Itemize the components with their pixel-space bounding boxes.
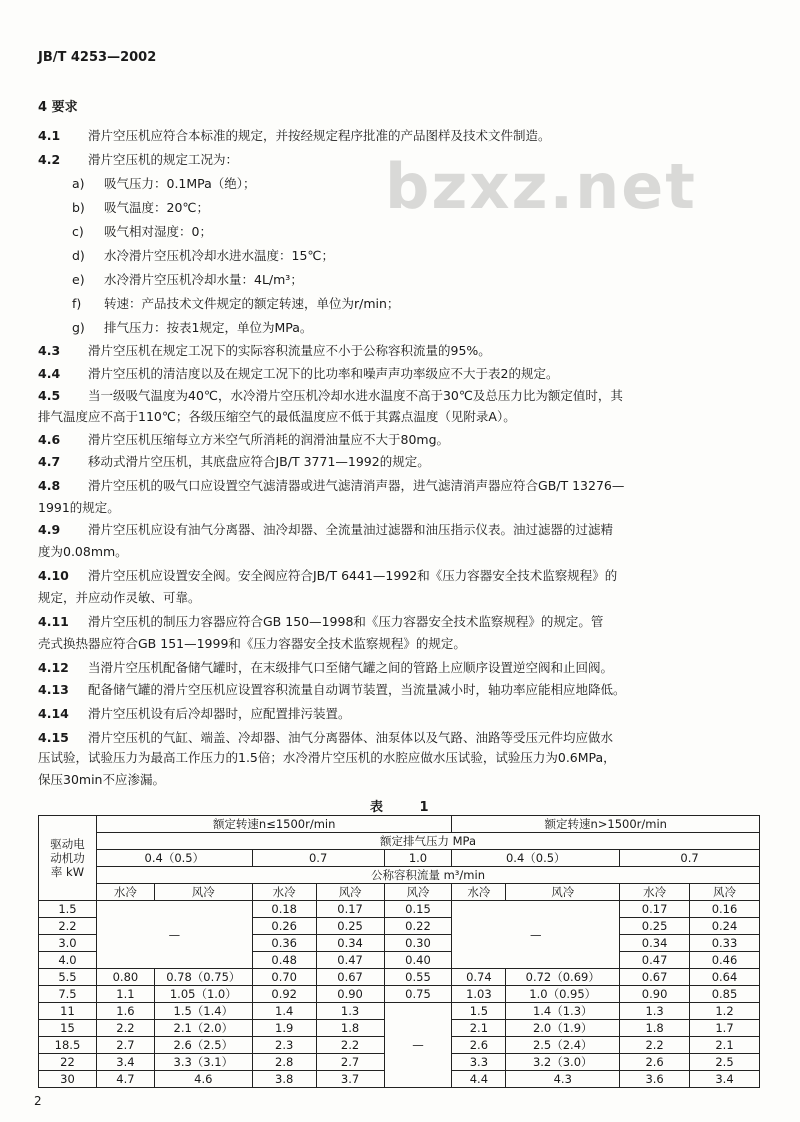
- clause-text: 保压30min不应渗漏。: [38, 772, 165, 787]
- flow-cell: 1.8: [620, 1020, 690, 1037]
- flow-cell: 0.72（0.69）: [506, 969, 620, 986]
- flow-cell: 2.6（2.5）: [154, 1037, 252, 1054]
- flow-cell: 2.1: [690, 1037, 760, 1054]
- clause-text: 转速：产品技术文件规定的额定转速，单位为r/min；: [104, 296, 400, 311]
- clause-number: 4.13: [38, 682, 69, 697]
- clause-text: 滑片空压机应符合本标准的规定，并按经规定程序批准的产品图样及技术文件制造。: [88, 128, 551, 143]
- flow-cell: 0.90: [316, 986, 384, 1003]
- flow-cell: 1.5（1.4）: [154, 1003, 252, 1020]
- flow-cell: 2.1: [452, 1020, 506, 1037]
- clause-text: 配备储气罐的滑片空压机应设置容积流量自动调节装置，当流量减小时，轴功率应能相应地降低。: [88, 682, 626, 697]
- clause-text: 滑片空压机在规定工况下的实际容积流量应不小于公称容积流量的95%。: [88, 343, 491, 358]
- cooling-header: 风冷: [384, 884, 452, 901]
- watermark: bzxz.net: [385, 150, 697, 223]
- item-letter: b): [72, 200, 85, 215]
- item-letter: f): [72, 296, 82, 311]
- clause-text: 滑片空压机压缩每立方米空气所消耗的润滑油量应不大于80mg。: [88, 432, 450, 447]
- clause-text: 1991的规定。: [38, 500, 120, 515]
- flow-cell: 0.18: [252, 901, 316, 918]
- flow-cell: 3.7: [316, 1071, 384, 1088]
- flow-cell: 2.2: [96, 1020, 154, 1037]
- text-line: [38, 388, 760, 404]
- table-caption: 表 1: [370, 800, 445, 815]
- flow-cell: 0.78（0.75）: [154, 969, 252, 986]
- clause-number: 4.10: [38, 568, 69, 583]
- clause-text: 吸气相对湿度：0；: [104, 224, 212, 239]
- pressure-col: 0.4（0.5）: [96, 850, 252, 867]
- power-cell: 3.0: [39, 935, 97, 952]
- text-line: [38, 366, 760, 382]
- power-cell: 7.5: [39, 986, 97, 1003]
- flow-cell: 0.26: [252, 918, 316, 935]
- flow-cell: 1.3: [620, 1003, 690, 1020]
- flow-cell: 3.4: [96, 1054, 154, 1071]
- clause-number: 4.4: [38, 366, 61, 381]
- cooling-header: 水冷: [96, 884, 154, 901]
- text-line: [38, 590, 760, 606]
- table-row: [39, 969, 760, 986]
- flow-cell: 0.64: [690, 969, 760, 986]
- flow-cell: 0.25: [316, 918, 384, 935]
- clause-text: 水冷滑片空压机冷却水量：4L/m³；: [104, 272, 303, 287]
- empty-cell: —: [452, 901, 620, 969]
- flow-cell: 0.34: [316, 935, 384, 952]
- cooling-header: 风冷: [316, 884, 384, 901]
- flow-cell: 1.7: [690, 1020, 760, 1037]
- clause-text: 吸气压力：0.1MPa（绝）；: [104, 176, 256, 191]
- clause-text: 滑片空压机应设有油气分离器、油冷却器、全流量油过滤器和油压指示仪表。油过滤器的过滤精: [88, 522, 614, 537]
- pressure-col: 1.0: [384, 850, 452, 867]
- table-row: [39, 901, 760, 918]
- power-cell: 11: [39, 1003, 97, 1020]
- flow-cell: 1.9: [252, 1020, 316, 1037]
- flow-cell: 1.4: [252, 1003, 316, 1020]
- text-line: [38, 636, 760, 652]
- clause-text: 排气温度应不高于110℃；各级压缩空气的最低温度应不低于其露点温度（见附录A）。: [38, 409, 516, 424]
- flow-cell: 3.3: [452, 1054, 506, 1071]
- flow-cell: 0.47: [316, 952, 384, 969]
- page-number: 2: [34, 1094, 42, 1108]
- flow-cell: 0.24: [690, 918, 760, 935]
- clause-number: 4.5: [38, 388, 61, 403]
- text-line: [72, 176, 760, 192]
- flow-cell: 0.67: [620, 969, 690, 986]
- section-title: 4 要求: [38, 100, 78, 115]
- flow-cell: 1.5: [452, 1003, 506, 1020]
- flow-cell: 2.5（2.4）: [506, 1037, 620, 1054]
- clause-number: 4.2: [38, 152, 61, 167]
- flow-cell: 3.8: [252, 1071, 316, 1088]
- pressure-col: 0.7: [620, 850, 760, 867]
- clause-text: 滑片空压机的规定工况为：: [88, 152, 239, 167]
- flow-cell: 0.33: [690, 935, 760, 952]
- pressure-col: 0.7: [252, 850, 384, 867]
- flow-cell: 0.92: [252, 986, 316, 1003]
- empty-cell: —: [384, 1003, 452, 1088]
- cooling-header: 水冷: [252, 884, 316, 901]
- clause-text: 移动式滑片空压机，其底盘应符合JB/T 3771—1992的规定。: [88, 454, 430, 469]
- text-line: [38, 152, 760, 168]
- text-line: [38, 128, 760, 144]
- flow-cell: 2.7: [96, 1037, 154, 1054]
- flow-header: 公称容积流量 m³/min: [96, 867, 759, 884]
- flow-cell: 0.22: [384, 918, 452, 935]
- text-line: [38, 478, 760, 494]
- flow-cell: 3.2（3.0）: [506, 1054, 620, 1071]
- flow-cell: 0.80: [96, 969, 154, 986]
- clause-text: 滑片空压机的清洁度以及在规定工况下的比功率和噪声声功率级应不大于表2的规定。: [88, 366, 559, 381]
- flow-cell: 2.2: [620, 1037, 690, 1054]
- flow-cell: 1.1: [96, 986, 154, 1003]
- text-line: [72, 224, 760, 240]
- clause-text: 水冷滑片空压机冷却水进水温度：15℃；: [104, 248, 334, 263]
- clause-text: 度为0.08mm。: [38, 544, 128, 559]
- flow-cell: 0.70: [252, 969, 316, 986]
- text-line: [38, 682, 760, 698]
- item-letter: g): [72, 320, 85, 335]
- clause-number: 4.3: [38, 343, 61, 358]
- cooling-header: 风冷: [506, 884, 620, 901]
- cooling-header: 风冷: [154, 884, 252, 901]
- clause-text: 排气压力：按表1规定，单位为MPa。: [104, 320, 313, 335]
- clause-number: 4.15: [38, 730, 69, 745]
- clause-number: 4.11: [38, 614, 69, 629]
- power-cell: 22: [39, 1054, 97, 1071]
- cooling-header: 风冷: [690, 884, 760, 901]
- power-cell: 15: [39, 1020, 97, 1037]
- text-line: [38, 706, 760, 722]
- flow-cell: 3.6: [620, 1071, 690, 1088]
- text-line: [72, 320, 760, 336]
- text-line: [38, 500, 760, 516]
- flow-cell: 0.67: [316, 969, 384, 986]
- power-cell: 2.2: [39, 918, 97, 935]
- text-line: [72, 272, 760, 288]
- flow-cell: 4.6: [154, 1071, 252, 1088]
- clause-number: 4.9: [38, 522, 61, 537]
- clause-number: 4.6: [38, 432, 61, 447]
- flow-cell: 4.3: [506, 1071, 620, 1088]
- clause-text: 压试验，试验压力为最高工作压力的1.5倍；水冷滑片空压机的水腔应做水压试验，试验压力为0.6MPa，: [38, 750, 616, 765]
- text-line: [38, 568, 760, 584]
- flow-cell: 0.36: [252, 935, 316, 952]
- clause-number: 4.1: [38, 128, 61, 143]
- text-line: [38, 772, 760, 788]
- flow-cell: 0.46: [690, 952, 760, 969]
- flow-cell: 2.5: [690, 1054, 760, 1071]
- power-cell: 18.5: [39, 1037, 97, 1054]
- pressure-header: 额定排气压力 MPa: [96, 833, 759, 850]
- clause-text: 滑片空压机设有后冷却器时，应配置排污装置。: [88, 706, 351, 721]
- flow-cell: 4.4: [452, 1071, 506, 1088]
- text-line: [38, 544, 760, 560]
- flow-cell: 0.90: [620, 986, 690, 1003]
- flow-cell: 0.40: [384, 952, 452, 969]
- text-line: [38, 409, 760, 425]
- flow-cell: 1.3: [316, 1003, 384, 1020]
- table-1: [38, 815, 760, 1088]
- flow-cell: 0.55: [384, 969, 452, 986]
- power-cell: 5.5: [39, 969, 97, 986]
- clause-text: 吸气温度：20℃；: [104, 200, 209, 215]
- clause-number: 4.12: [38, 660, 69, 675]
- flow-cell: 2.1（2.0）: [154, 1020, 252, 1037]
- power-header: 驱动电动机功率 kW: [39, 816, 97, 901]
- flow-cell: 0.75: [384, 986, 452, 1003]
- item-letter: a): [72, 176, 85, 191]
- clause-text: 规定，并应动作灵敏、可靠。: [38, 590, 201, 605]
- text-line: [38, 522, 760, 538]
- empty-cell: —: [96, 901, 252, 969]
- text-line: [38, 432, 760, 448]
- cooling-header: 水冷: [620, 884, 690, 901]
- clause-text: 当一级吸气温度为40℃，水冷滑片空压机冷却水进水温度不高于30℃及总压力比为额定值时，其: [88, 388, 623, 403]
- flow-cell: 3.4: [690, 1071, 760, 1088]
- clause-number: 4.14: [38, 706, 69, 721]
- power-cell: 4.0: [39, 952, 97, 969]
- power-cell: 30: [39, 1071, 97, 1088]
- flow-cell: 0.34: [620, 935, 690, 952]
- item-letter: c): [72, 224, 84, 239]
- text-line: [38, 750, 760, 766]
- text-line: [38, 660, 760, 676]
- clause-text: 滑片空压机的吸气口应设置空气滤清器或进气滤清消声器，进气滤清消声器应符合GB/T 13276—: [88, 478, 625, 493]
- flow-cell: 0.17: [620, 901, 690, 918]
- item-letter: e): [72, 272, 85, 287]
- clause-number: 4.7: [38, 454, 61, 469]
- flow-cell: 2.0（1.9）: [506, 1020, 620, 1037]
- pressure-col: 0.4（0.5）: [452, 850, 620, 867]
- flow-cell: 0.17: [316, 901, 384, 918]
- text-line: [38, 343, 760, 359]
- flow-cell: 0.48: [252, 952, 316, 969]
- flow-cell: 1.4（1.3）: [506, 1003, 620, 1020]
- flow-cell: 0.74: [452, 969, 506, 986]
- flow-cell: 1.05（1.0）: [154, 986, 252, 1003]
- flow-cell: 1.2: [690, 1003, 760, 1020]
- text-line: [72, 296, 760, 312]
- flow-cell: 0.85: [690, 986, 760, 1003]
- table-row: [39, 1003, 760, 1020]
- flow-cell: 3.3（3.1）: [154, 1054, 252, 1071]
- speed-high-header: 额定转速n>1500r/min: [452, 816, 760, 833]
- speed-low-header: 额定转速n≤1500r/min: [96, 816, 451, 833]
- flow-cell: 0.15: [384, 901, 452, 918]
- flow-cell: 2.2: [316, 1037, 384, 1054]
- flow-cell: 2.7: [316, 1054, 384, 1071]
- flow-cell: 1.0（0.95）: [506, 986, 620, 1003]
- text-line: [38, 730, 760, 746]
- flow-cell: 1.8: [316, 1020, 384, 1037]
- clause-text: 滑片空压机的气缸、端盖、冷却器、油气分离器体、油泵体以及气路、油路等受压元件均应做水: [88, 730, 614, 745]
- flow-cell: 0.30: [384, 935, 452, 952]
- clause-text: 滑片空压机应设置安全阀。安全阀应符合JB/T 6441—1992和《压力容器安全技术监察规程》的: [88, 568, 618, 583]
- flow-cell: 2.3: [252, 1037, 316, 1054]
- clause-text: 壳式换热器应符合GB 151—1999和《压力容器安全技术监察规程》的规定。: [38, 636, 466, 651]
- flow-cell: 2.6: [620, 1054, 690, 1071]
- flow-cell: 0.25: [620, 918, 690, 935]
- clause-text: 滑片空压机的制压力容器应符合GB 150—1998和《压力容器安全技术监察规程》的规定。管: [88, 614, 604, 629]
- document-code: JB/T 4253—2002: [38, 50, 157, 65]
- text-line: [38, 614, 760, 630]
- text-line: [72, 248, 760, 264]
- flow-cell: 1.6: [96, 1003, 154, 1020]
- clause-number: 4.8: [38, 478, 61, 493]
- flow-cell: 1.03: [452, 986, 506, 1003]
- power-cell: 1.5: [39, 901, 97, 918]
- item-letter: d): [72, 248, 85, 263]
- flow-cell: 0.16: [690, 901, 760, 918]
- cooling-header: 水冷: [452, 884, 506, 901]
- flow-cell: 0.47: [620, 952, 690, 969]
- text-line: [38, 454, 760, 470]
- flow-cell: 4.7: [96, 1071, 154, 1088]
- flow-cell: 2.8: [252, 1054, 316, 1071]
- flow-cell: 2.6: [452, 1037, 506, 1054]
- clause-text: 当滑片空压机配备储气罐时，在末级排气口至储气罐之间的管路上应顺序设置逆空阀和止回阀。: [88, 660, 614, 675]
- table-row: [39, 986, 760, 1003]
- text-line: [72, 200, 760, 216]
